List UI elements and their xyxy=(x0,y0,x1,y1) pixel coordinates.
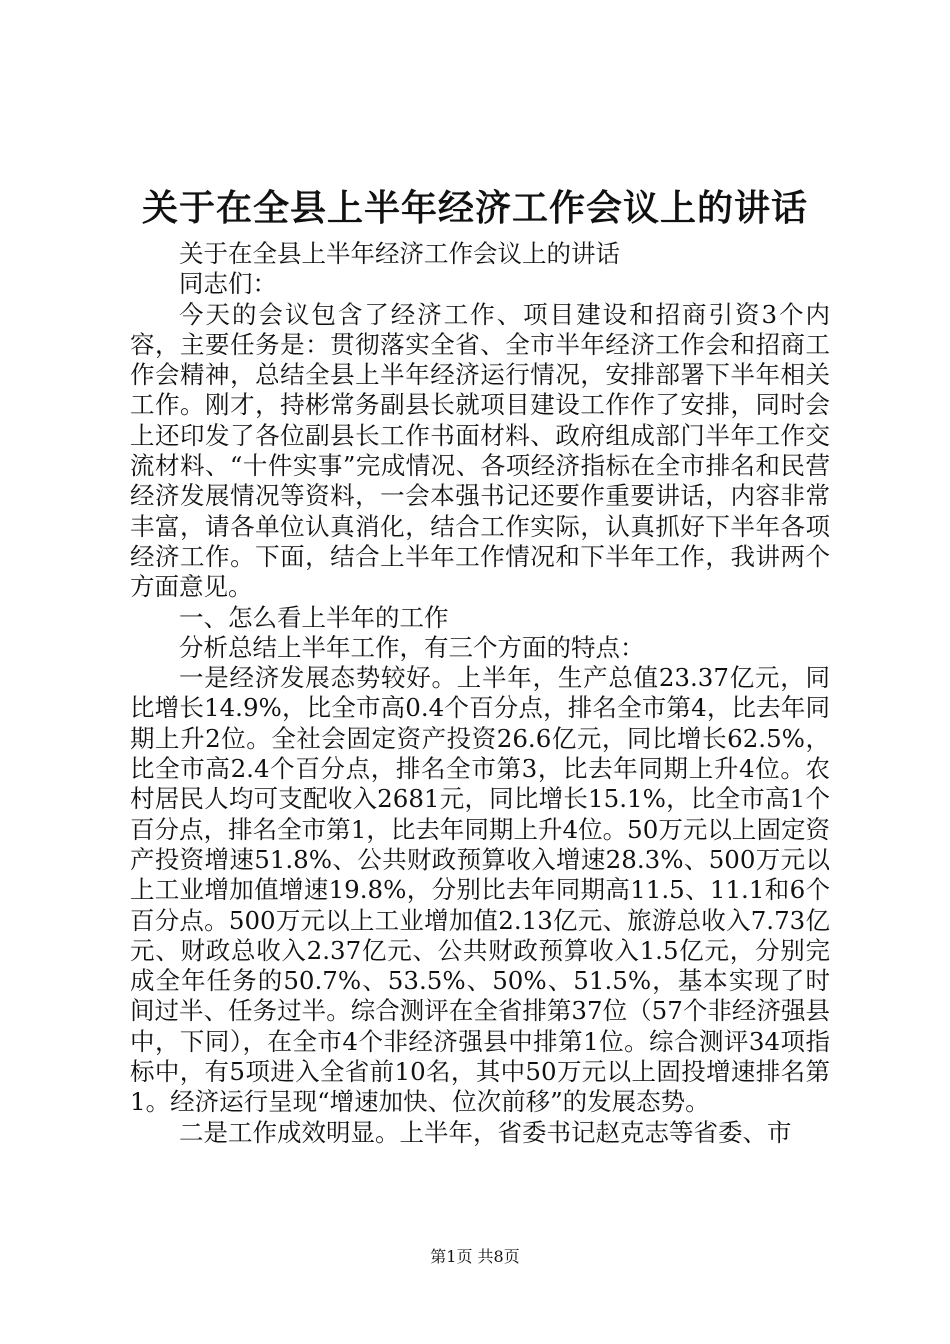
document-body xyxy=(130,239,830,1148)
point-one-paragraph: 一是经济发展态势较好。上半年，生产总值23.37亿元，同比增长14.9%，比全市高0.4个百分点，排名全市第4，比去年同期上升2位。全社会固定资产投资26.6亿元，同比增长62.5%，比全市高2.4个百分点，排名全市第3，比去年同期上升4位。农村居民人均可支配收入2681元，同比增长15.1%，比全市高1个百分点，排名全市第1，比去年同期上升4位。50万元以上固定资产投资增速51.8%、公共财政预算收入增速28.3%、500万元以上工业增加值增速19.8%，分别比去年同期高11.5、11.1和6个百分点。500万元以上工业增加值2.13亿元、旅游总收入7.73亿元、财政总收入2.37亿元、公共财政预算收入1.5亿元，分别完成全年任务的50.7%、53.5%、50%、51.5%，基本实现了时间过半、任务过半。综合测评在全省排第37位（57个非经济强县中，下同），在全市4个非经济强县中排第1位。综合测评34项指标中，有5项进入全省前10名，其中50万元以上固投增速排名第1。经济运行呈现“增速加快、位次前移”的发展态势。 xyxy=(130,663,830,1117)
document-title: 关于在全县上半年经济工作会议上的讲话 xyxy=(141,187,808,229)
summary-paragraph: 分析总结上半年工作，有三个方面的特点： xyxy=(179,632,645,662)
section-heading-1: 一、怎么看上半年的工作 xyxy=(179,602,449,632)
subtitle-paragraph: 关于在全县上半年经济工作会议上的讲话 xyxy=(179,239,620,268)
salutation-paragraph: 同志们： xyxy=(179,269,277,299)
page-footer: 第1页 共8页 xyxy=(430,1247,520,1266)
intro-paragraph: 今天的会议包含了经济工作、项目建设和招商引资3个内容，主要任务是：贯彻落实全省、全市半年经济工作会和招商工作会精神，总结全县上半年经济运行情况，安排部署下半年相关工作。刚才，持彬常务副县长就项目建设工作作了安排，同时会上还印发了各位副县长工作书面材料、政府组成部门半年工作交流材料、“十件实事”完成情况、各项经济指标在全市排名和民营经济发展情况等资料，一会本强书记还要作重要讲话，内容非常丰富，请各单位认真消化，结合工作实际，认真抓好下半年各项经济工作。下面，结合上半年工作情况和下半年工作，我讲两个方面意见。 xyxy=(130,299,830,602)
point-two-paragraph: 二是工作成效明显。上半年，省委书记赵克志等省委、市 xyxy=(179,1117,792,1147)
